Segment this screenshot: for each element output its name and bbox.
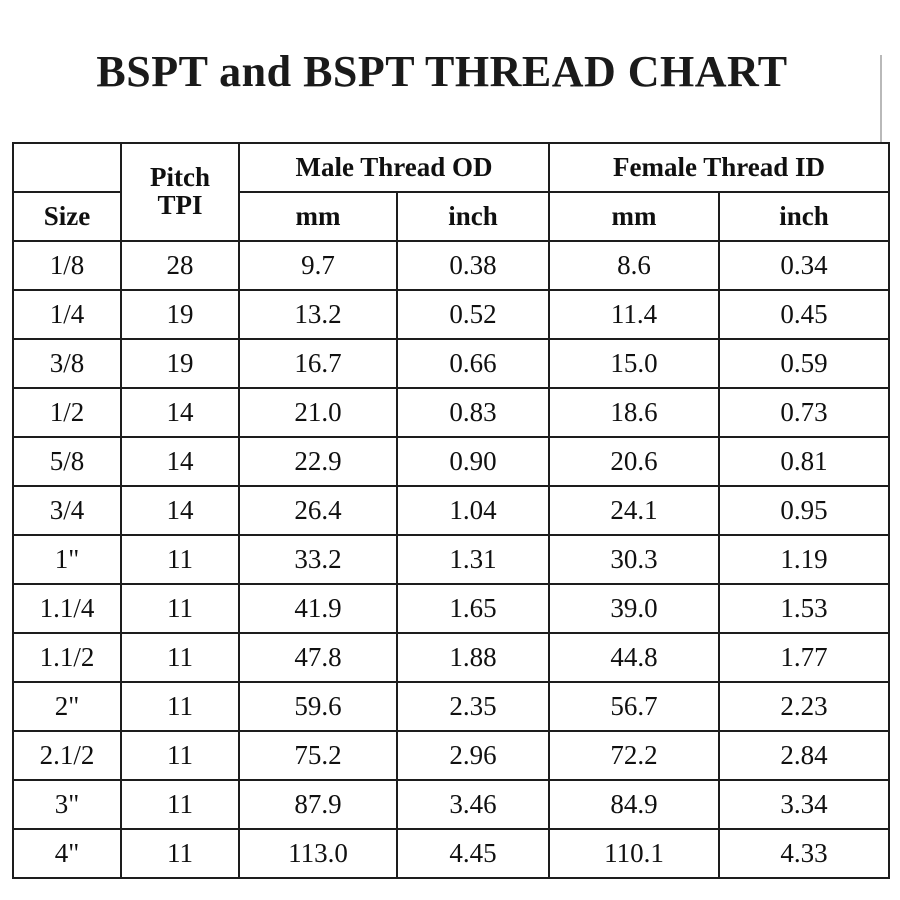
cell-male-mm: 59.6 <box>239 682 397 731</box>
header-pitch-line1: Pitch <box>150 162 210 193</box>
cell-female-mm: 15.0 <box>549 339 719 388</box>
cell-male-inch: 3.46 <box>397 780 549 829</box>
table-row <box>13 584 889 633</box>
table-group-header-row <box>13 143 889 192</box>
cell-size: 2" <box>13 682 121 731</box>
table-row <box>13 486 889 535</box>
cell-size: 5/8 <box>13 437 121 486</box>
cell-male-mm: 16.7 <box>239 339 397 388</box>
cell-female-inch: 1.19 <box>719 535 889 584</box>
table-row <box>13 290 889 339</box>
cell-size: 2.1/2 <box>13 731 121 780</box>
cell-female-mm: 72.2 <box>549 731 719 780</box>
cell-male-mm: 9.7 <box>239 241 397 290</box>
cell-male-mm: 22.9 <box>239 437 397 486</box>
cell-female-inch: 0.45 <box>719 290 889 339</box>
cell-pitch: 11 <box>121 535 239 584</box>
table-row <box>13 388 889 437</box>
table-row <box>13 829 889 878</box>
cell-pitch: 19 <box>121 339 239 388</box>
cell-size: 1.1/4 <box>13 584 121 633</box>
cell-pitch: 11 <box>121 633 239 682</box>
header-size: Size <box>13 192 121 241</box>
cell-pitch: 19 <box>121 290 239 339</box>
cell-female-mm: 8.6 <box>549 241 719 290</box>
cell-pitch: 14 <box>121 388 239 437</box>
cell-pitch: 28 <box>121 241 239 290</box>
cell-female-mm: 20.6 <box>549 437 719 486</box>
table-row <box>13 682 889 731</box>
cell-male-mm: 41.9 <box>239 584 397 633</box>
title-band <box>0 0 900 142</box>
cell-female-inch: 0.73 <box>719 388 889 437</box>
table-row <box>13 241 889 290</box>
table-header <box>13 143 889 241</box>
header-male-inch: inch <box>397 192 549 241</box>
thread-chart-table <box>12 142 890 879</box>
cell-size: 1" <box>13 535 121 584</box>
cell-male-inch: 0.52 <box>397 290 549 339</box>
cell-male-mm: 33.2 <box>239 535 397 584</box>
cell-male-inch: 4.45 <box>397 829 549 878</box>
cell-female-inch: 0.81 <box>719 437 889 486</box>
header-male-mm: mm <box>239 192 397 241</box>
title-right-rule <box>880 55 882 143</box>
cell-female-mm: 24.1 <box>549 486 719 535</box>
cell-female-mm: 18.6 <box>549 388 719 437</box>
table-row <box>13 633 889 682</box>
header-male-thread-od: Male Thread OD <box>239 143 549 192</box>
cell-female-inch: 1.77 <box>719 633 889 682</box>
table-row <box>13 339 889 388</box>
cell-female-inch: 4.33 <box>719 829 889 878</box>
table-row <box>13 535 889 584</box>
cell-pitch: 11 <box>121 682 239 731</box>
cell-size: 3" <box>13 780 121 829</box>
cell-male-inch: 0.66 <box>397 339 549 388</box>
table-row <box>13 437 889 486</box>
header-pitch-line2: TPI <box>157 190 203 220</box>
cell-female-mm: 44.8 <box>549 633 719 682</box>
cell-male-mm: 87.9 <box>239 780 397 829</box>
cell-pitch: 11 <box>121 829 239 878</box>
cell-male-mm: 75.2 <box>239 731 397 780</box>
cell-size: 1/8 <box>13 241 121 290</box>
cell-male-mm: 113.0 <box>239 829 397 878</box>
cell-male-inch: 1.88 <box>397 633 549 682</box>
cell-male-inch: 0.90 <box>397 437 549 486</box>
cell-male-mm: 21.0 <box>239 388 397 437</box>
table-body <box>13 241 889 878</box>
cell-female-mm: 110.1 <box>549 829 719 878</box>
cell-male-inch: 1.04 <box>397 486 549 535</box>
cell-female-mm: 56.7 <box>549 682 719 731</box>
cell-male-inch: 0.83 <box>397 388 549 437</box>
cell-size: 3/8 <box>13 339 121 388</box>
cell-size: 1/4 <box>13 290 121 339</box>
header-female-mm: mm <box>549 192 719 241</box>
cell-size: 1.1/2 <box>13 633 121 682</box>
cell-female-inch: 2.23 <box>719 682 889 731</box>
cell-male-inch: 0.38 <box>397 241 549 290</box>
cell-size: 3/4 <box>13 486 121 535</box>
cell-female-inch: 3.34 <box>719 780 889 829</box>
header-corner-blank <box>13 143 121 192</box>
cell-pitch: 14 <box>121 486 239 535</box>
cell-female-mm: 84.9 <box>549 780 719 829</box>
table-row <box>13 731 889 780</box>
cell-female-inch: 0.59 <box>719 339 889 388</box>
cell-male-inch: 1.31 <box>397 535 549 584</box>
cell-pitch: 14 <box>121 437 239 486</box>
cell-male-mm: 13.2 <box>239 290 397 339</box>
cell-size: 4" <box>13 829 121 878</box>
header-female-thread-id: Female Thread ID <box>549 143 889 192</box>
cell-male-inch: 1.65 <box>397 584 549 633</box>
cell-female-inch: 2.84 <box>719 731 889 780</box>
cell-pitch: 11 <box>121 731 239 780</box>
cell-size: 1/2 <box>13 388 121 437</box>
cell-female-mm: 11.4 <box>549 290 719 339</box>
cell-pitch: 11 <box>121 584 239 633</box>
page-title: BSPT and BSPT THREAD CHART <box>96 46 788 96</box>
cell-male-inch: 2.96 <box>397 731 549 780</box>
header-pitch-tpi <box>121 143 239 241</box>
cell-male-mm: 26.4 <box>239 486 397 535</box>
header-female-inch: inch <box>719 192 889 241</box>
cell-female-mm: 39.0 <box>549 584 719 633</box>
cell-female-inch: 0.34 <box>719 241 889 290</box>
cell-male-inch: 2.35 <box>397 682 549 731</box>
cell-male-mm: 47.8 <box>239 633 397 682</box>
cell-female-inch: 1.53 <box>719 584 889 633</box>
cell-pitch: 11 <box>121 780 239 829</box>
table-row <box>13 780 889 829</box>
cell-female-mm: 30.3 <box>549 535 719 584</box>
cell-female-inch: 0.95 <box>719 486 889 535</box>
